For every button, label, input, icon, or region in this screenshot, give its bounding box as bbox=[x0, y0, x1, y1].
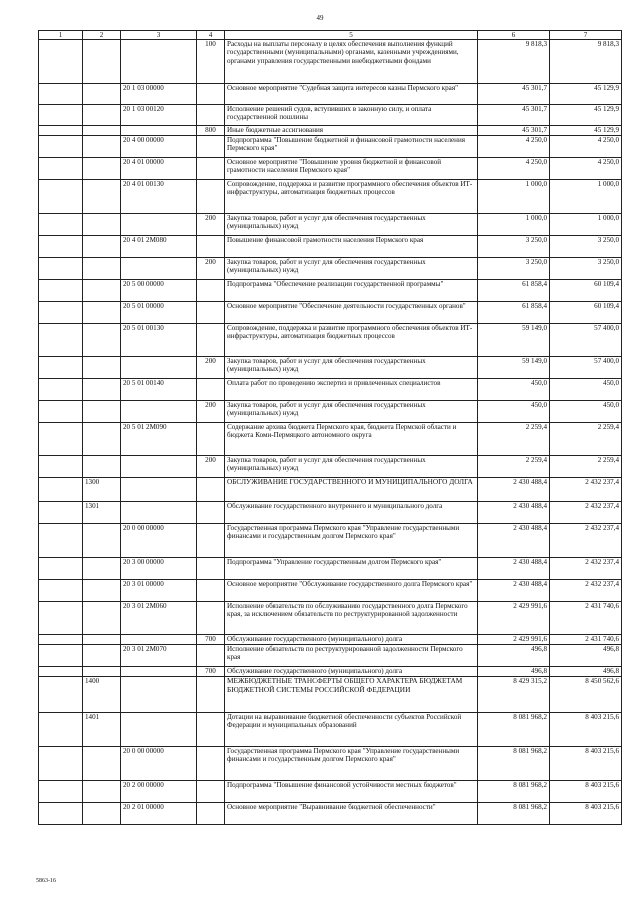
description-cell: Закупка товаров, работ и услуг для обеспечения государственных (муниципальных) нужд bbox=[225, 456, 478, 478]
target-article-code-cell bbox=[121, 357, 197, 379]
target-article-code-cell: 20 2 00 00000 bbox=[121, 781, 197, 803]
expense-type-code-cell bbox=[197, 677, 225, 713]
amount-year-1-cell: 8 081 968,2 bbox=[478, 803, 550, 825]
col-header-2: 2 bbox=[83, 31, 121, 40]
target-article-code-cell: 20 4 01 00000 bbox=[121, 158, 197, 180]
subsection-code-cell bbox=[83, 456, 121, 478]
subsection-code-cell bbox=[83, 635, 121, 645]
target-article-code-cell: 20 4 00 00000 bbox=[121, 136, 197, 158]
table-row bbox=[39, 602, 622, 635]
section-code-cell bbox=[39, 401, 83, 423]
target-article-code-cell: 20 5 00 00000 bbox=[121, 280, 197, 302]
description-cell: Обслуживание государственного (муниципального) долга bbox=[225, 667, 478, 677]
description-cell: Основное мероприятие "Судебная защита интересов казны Пермского края" bbox=[225, 84, 478, 105]
description-cell: Основное мероприятие "Повышение уровня бюджетной и финансовой грамотности населения Пермского края" bbox=[225, 158, 478, 180]
amount-year-1-cell: 2 259,4 bbox=[478, 456, 550, 478]
target-article-code-cell bbox=[121, 258, 197, 280]
amount-year-1-cell: 2 259,4 bbox=[478, 423, 550, 456]
subsection-code-cell bbox=[83, 84, 121, 105]
target-article-code-cell: 20 4 01 00130 bbox=[121, 180, 197, 214]
expense-type-code-cell: 800 bbox=[197, 126, 225, 136]
subsection-code-cell bbox=[83, 379, 121, 401]
amount-year-2-cell: 450,0 bbox=[550, 379, 622, 401]
description-cell: Обслуживание государственного (муниципального) долга bbox=[225, 635, 478, 645]
section-code-cell bbox=[39, 667, 83, 677]
subsection-code-cell bbox=[83, 126, 121, 136]
description-cell: Закупка товаров, работ и услуг для обеспечения государственных (муниципальных) нужд bbox=[225, 401, 478, 423]
amount-year-2-cell: 4 250,0 bbox=[550, 136, 622, 158]
target-article-code-cell bbox=[121, 40, 197, 84]
amount-year-1-cell: 450,0 bbox=[478, 379, 550, 401]
amount-year-2-cell: 1 000,0 bbox=[550, 214, 622, 236]
table-row bbox=[39, 524, 622, 558]
amount-year-1-cell: 2 429 991,6 bbox=[478, 635, 550, 645]
expense-type-code-cell: 200 bbox=[197, 214, 225, 236]
subsection-code-cell bbox=[83, 236, 121, 258]
description-cell: Иные бюджетные ассигнования bbox=[225, 126, 478, 136]
amount-year-2-cell: 450,0 bbox=[550, 401, 622, 423]
section-code-cell bbox=[39, 781, 83, 803]
table-row bbox=[39, 258, 622, 280]
subsection-code-cell: 1301 bbox=[83, 502, 121, 524]
description-cell: Основное мероприятие "Выравнивание бюджетной обеспеченности" bbox=[225, 803, 478, 825]
expense-type-code-cell: 700 bbox=[197, 635, 225, 645]
amount-year-1-cell: 61 858,4 bbox=[478, 302, 550, 324]
description-cell: Подпрограмма "Управление государственным долгом Пермского края" bbox=[225, 558, 478, 580]
amount-year-2-cell: 9 818,3 bbox=[550, 40, 622, 84]
description-cell: Основное мероприятие "Обеспечение деятельности государственных органов" bbox=[225, 302, 478, 324]
expense-type-code-cell bbox=[197, 478, 225, 502]
col-header-4: 4 bbox=[197, 31, 225, 40]
section-code-cell bbox=[39, 379, 83, 401]
target-article-code-cell: 20 1 03 00000 bbox=[121, 84, 197, 105]
description-cell: Исполнение решений судов, вступивших в законную силу, и оплата государственной пошлины bbox=[225, 105, 478, 126]
description-cell: Расходы на выплаты персоналу в целях обеспечения выполнения функций государственными (муниципальными) органами, казенными учреждениями, органами управления государственными внебюджетными фондами bbox=[225, 40, 478, 84]
target-article-code-cell: 20 2 01 00000 bbox=[121, 803, 197, 825]
amount-year-2-cell: 4 250,0 bbox=[550, 158, 622, 180]
table-row bbox=[39, 558, 622, 580]
amount-year-1-cell: 8 081 968,2 bbox=[478, 747, 550, 781]
budget-table bbox=[38, 30, 622, 825]
amount-year-2-cell: 2 259,4 bbox=[550, 423, 622, 456]
section-code-cell bbox=[39, 580, 83, 602]
section-code-cell bbox=[39, 136, 83, 158]
description-cell: Содержание архива бюджета Пермского края, бюджета Пермской области и бюджета Коми-Пермяцкого автономного округа bbox=[225, 423, 478, 456]
amount-year-2-cell: 2 431 740,6 bbox=[550, 635, 622, 645]
subsection-code-cell bbox=[83, 105, 121, 126]
table-row bbox=[39, 379, 622, 401]
expense-type-code-cell bbox=[197, 423, 225, 456]
section-code-cell bbox=[39, 180, 83, 214]
table-row bbox=[39, 677, 622, 713]
table-row bbox=[39, 502, 622, 524]
expense-type-code-cell bbox=[197, 781, 225, 803]
amount-year-2-cell: 2 432 237,4 bbox=[550, 558, 622, 580]
subsection-code-cell bbox=[83, 781, 121, 803]
target-article-code-cell bbox=[121, 214, 197, 236]
expense-type-code-cell bbox=[197, 158, 225, 180]
subsection-code-cell bbox=[83, 180, 121, 214]
amount-year-1-cell: 3 250,0 bbox=[478, 236, 550, 258]
amount-year-1-cell: 2 430 488,4 bbox=[478, 478, 550, 502]
amount-year-1-cell: 1 000,0 bbox=[478, 180, 550, 214]
subsection-code-cell bbox=[83, 136, 121, 158]
subsection-code-cell: 1401 bbox=[83, 713, 121, 747]
amount-year-1-cell: 2 429 991,6 bbox=[478, 602, 550, 635]
table-row bbox=[39, 84, 622, 105]
amount-year-2-cell: 60 109,4 bbox=[550, 302, 622, 324]
target-article-code-cell bbox=[121, 677, 197, 713]
amount-year-2-cell: 3 250,0 bbox=[550, 236, 622, 258]
footer-code: 5863-16 bbox=[36, 878, 56, 884]
description-cell: Подпрограмма "Обеспечение реализации государственной программы" bbox=[225, 280, 478, 302]
table-row bbox=[39, 357, 622, 379]
section-code-cell bbox=[39, 158, 83, 180]
amount-year-2-cell: 45 129,9 bbox=[550, 105, 622, 126]
amount-year-2-cell: 2 432 237,4 bbox=[550, 502, 622, 524]
subsection-code-cell bbox=[83, 302, 121, 324]
table-row bbox=[39, 214, 622, 236]
subsection-code-cell bbox=[83, 645, 121, 667]
expense-type-code-cell: 200 bbox=[197, 401, 225, 423]
section-code-cell bbox=[39, 645, 83, 667]
section-code-cell bbox=[39, 456, 83, 478]
amount-year-1-cell: 496,8 bbox=[478, 645, 550, 667]
target-article-code-cell: 20 5 01 00140 bbox=[121, 379, 197, 401]
expense-type-code-cell bbox=[197, 602, 225, 635]
description-cell: Государственная программа Пермского края "Управление государственными финансами и государственным долгом Пермского края" bbox=[225, 747, 478, 781]
table-row bbox=[39, 667, 622, 677]
description-cell: Исполнение обязательств по обслуживанию государственного долга Пермского края, за исключением обязательств по реструктурированной задолженности bbox=[225, 602, 478, 635]
description-cell: Государственная программа Пермского края "Управление государственными финансами и государственным долгом Пермского края" bbox=[225, 524, 478, 558]
target-article-code-cell: 20 3 00 00000 bbox=[121, 558, 197, 580]
page-number: 49 bbox=[316, 14, 324, 22]
target-article-code-cell: 20 5 01 00130 bbox=[121, 324, 197, 357]
target-article-code-cell bbox=[121, 478, 197, 502]
amount-year-2-cell: 2 259,4 bbox=[550, 456, 622, 478]
amount-year-1-cell: 59 149,0 bbox=[478, 324, 550, 357]
description-cell: Обслуживание государственного внутреннего и муниципального долга bbox=[225, 502, 478, 524]
section-code-cell bbox=[39, 502, 83, 524]
amount-year-2-cell: 496,8 bbox=[550, 645, 622, 667]
amount-year-2-cell: 57 400,0 bbox=[550, 324, 622, 357]
amount-year-2-cell: 496,8 bbox=[550, 667, 622, 677]
amount-year-2-cell: 57 400,0 bbox=[550, 357, 622, 379]
table-row bbox=[39, 781, 622, 803]
subsection-code-cell: 1300 bbox=[83, 478, 121, 502]
subsection-code-cell bbox=[83, 580, 121, 602]
amount-year-1-cell: 45 301,7 bbox=[478, 105, 550, 126]
target-article-code-cell bbox=[121, 456, 197, 478]
amount-year-1-cell: 4 250,0 bbox=[478, 158, 550, 180]
amount-year-1-cell: 2 430 488,4 bbox=[478, 580, 550, 602]
expense-type-code-cell bbox=[197, 379, 225, 401]
description-cell: Исполнение обязательств по реструктурированной задолженности Пермского края bbox=[225, 645, 478, 667]
subsection-code-cell bbox=[83, 667, 121, 677]
target-article-code-cell: 20 3 01 2М060 bbox=[121, 602, 197, 635]
section-code-cell bbox=[39, 258, 83, 280]
description-cell: Оплата работ по проведению экспертиз и привлеченных специалистов bbox=[225, 379, 478, 401]
amount-year-2-cell: 45 129,9 bbox=[550, 84, 622, 105]
target-article-code-cell: 20 0 00 00000 bbox=[121, 747, 197, 781]
col-header-1: 1 bbox=[39, 31, 83, 40]
subsection-code-cell bbox=[83, 214, 121, 236]
amount-year-1-cell: 4 250,0 bbox=[478, 136, 550, 158]
description-cell: Закупка товаров, работ и услуг для обеспечения государственных (муниципальных) нужд bbox=[225, 258, 478, 280]
expense-type-code-cell bbox=[197, 280, 225, 302]
col-header-6: 6 bbox=[478, 31, 550, 40]
amount-year-2-cell: 8 403 215,6 bbox=[550, 803, 622, 825]
table-row bbox=[39, 645, 622, 667]
amount-year-2-cell: 60 109,4 bbox=[550, 280, 622, 302]
section-code-cell bbox=[39, 105, 83, 126]
section-code-cell bbox=[39, 324, 83, 357]
section-code-cell bbox=[39, 84, 83, 105]
subsection-code-cell bbox=[83, 357, 121, 379]
amount-year-2-cell: 8 403 215,6 bbox=[550, 713, 622, 747]
table-row bbox=[39, 635, 622, 645]
amount-year-2-cell: 2 431 740,6 bbox=[550, 602, 622, 635]
expense-type-code-cell bbox=[197, 524, 225, 558]
section-code-cell bbox=[39, 677, 83, 713]
expense-type-code-cell bbox=[197, 236, 225, 258]
amount-year-2-cell: 8 403 215,6 bbox=[550, 781, 622, 803]
description-cell: Подпрограмма "Повышение финансовой устойчивости местных бюджетов" bbox=[225, 781, 478, 803]
amount-year-1-cell: 8 081 968,2 bbox=[478, 713, 550, 747]
amount-year-2-cell: 1 000,0 bbox=[550, 180, 622, 214]
section-code-cell bbox=[39, 302, 83, 324]
table-row bbox=[39, 713, 622, 747]
amount-year-1-cell: 496,8 bbox=[478, 667, 550, 677]
target-article-code-cell bbox=[121, 635, 197, 645]
subsection-code-cell bbox=[83, 803, 121, 825]
amount-year-2-cell: 45 129,9 bbox=[550, 126, 622, 136]
section-code-cell bbox=[39, 635, 83, 645]
description-cell: Подпрограмма "Повышение бюджетной и финансовой грамотности населения Пермского края" bbox=[225, 136, 478, 158]
subsection-code-cell bbox=[83, 524, 121, 558]
expense-type-code-cell: 200 bbox=[197, 357, 225, 379]
amount-year-1-cell: 9 818,3 bbox=[478, 40, 550, 84]
expense-type-code-cell: 700 bbox=[197, 667, 225, 677]
subsection-code-cell bbox=[83, 602, 121, 635]
expense-type-code-cell bbox=[197, 105, 225, 126]
expense-type-code-cell: 100 bbox=[197, 40, 225, 84]
description-cell: ОБСЛУЖИВАНИЕ ГОСУДАРСТВЕННОГО И МУНИЦИПАЛЬНОГО ДОЛГА bbox=[225, 478, 478, 502]
amount-year-1-cell: 3 250,0 bbox=[478, 258, 550, 280]
section-code-cell bbox=[39, 236, 83, 258]
amount-year-2-cell: 2 432 237,4 bbox=[550, 580, 622, 602]
section-code-cell bbox=[39, 803, 83, 825]
expense-type-code-cell bbox=[197, 580, 225, 602]
target-article-code-cell: 20 4 01 2М080 bbox=[121, 236, 197, 258]
expense-type-code-cell bbox=[197, 747, 225, 781]
table-row bbox=[39, 423, 622, 456]
expense-type-code-cell bbox=[197, 324, 225, 357]
table-row bbox=[39, 478, 622, 502]
section-code-cell bbox=[39, 713, 83, 747]
description-cell: Закупка товаров, работ и услуг для обеспечения государственных (муниципальных) нужд bbox=[225, 357, 478, 379]
table-row bbox=[39, 280, 622, 302]
subsection-code-cell bbox=[83, 258, 121, 280]
subsection-code-cell bbox=[83, 423, 121, 456]
amount-year-1-cell: 2 430 488,4 bbox=[478, 502, 550, 524]
target-article-code-cell: 20 3 01 00000 bbox=[121, 580, 197, 602]
table-row bbox=[39, 105, 622, 126]
table-row bbox=[39, 803, 622, 825]
table-row bbox=[39, 158, 622, 180]
amount-year-1-cell: 59 149,0 bbox=[478, 357, 550, 379]
section-code-cell bbox=[39, 478, 83, 502]
target-article-code-cell: 20 3 01 2М070 bbox=[121, 645, 197, 667]
description-cell: МЕЖБЮДЖЕТНЫЕ ТРАНСФЕРТЫ ОБЩЕГО ХАРАКТЕРА БЮДЖЕТАМ БЮДЖЕТНОЙ СИСТЕМЫ РОССИЙСКОЙ ФЕДЕРАЦИИ bbox=[225, 677, 478, 713]
subsection-code-cell bbox=[83, 747, 121, 781]
expense-type-code-cell: 200 bbox=[197, 456, 225, 478]
table-row bbox=[39, 40, 622, 84]
amount-year-2-cell: 2 432 237,4 bbox=[550, 478, 622, 502]
table-row bbox=[39, 747, 622, 781]
description-cell: Дотации на выравнивание бюджетной обеспеченности субъектов Российской Федерации и муниципальных образований bbox=[225, 713, 478, 747]
expense-type-code-cell bbox=[197, 180, 225, 214]
section-code-cell bbox=[39, 524, 83, 558]
description-cell: Основное мероприятие "Обслуживание государственного долга Пермского края" bbox=[225, 580, 478, 602]
section-code-cell bbox=[39, 558, 83, 580]
target-article-code-cell: 20 1 03 00120 bbox=[121, 105, 197, 126]
section-code-cell bbox=[39, 126, 83, 136]
target-article-code-cell bbox=[121, 401, 197, 423]
subsection-code-cell bbox=[83, 324, 121, 357]
expense-type-code-cell bbox=[197, 502, 225, 524]
table-row bbox=[39, 236, 622, 258]
amount-year-2-cell: 3 250,0 bbox=[550, 258, 622, 280]
table-row bbox=[39, 580, 622, 602]
amount-year-2-cell: 2 432 237,4 bbox=[550, 524, 622, 558]
subsection-code-cell: 1400 bbox=[83, 677, 121, 713]
section-code-cell bbox=[39, 214, 83, 236]
table-row bbox=[39, 126, 622, 136]
description-cell: Сопровождение, поддержка и развитие программного обеспечения объектов ИТ-инфраструктуры, автоматизация бюджетных процессов bbox=[225, 180, 478, 214]
table-row bbox=[39, 136, 622, 158]
description-cell: Повышение финансовой грамотности населения Пермского края bbox=[225, 236, 478, 258]
target-article-code-cell: 20 0 00 00000 bbox=[121, 524, 197, 558]
table-row bbox=[39, 302, 622, 324]
amount-year-1-cell: 8 081 968,2 bbox=[478, 781, 550, 803]
table-row bbox=[39, 456, 622, 478]
expense-type-code-cell bbox=[197, 803, 225, 825]
target-article-code-cell: 20 5 01 00000 bbox=[121, 302, 197, 324]
target-article-code-cell bbox=[121, 713, 197, 747]
subsection-code-cell bbox=[83, 158, 121, 180]
section-code-cell bbox=[39, 40, 83, 84]
amount-year-2-cell: 8 450 562,6 bbox=[550, 677, 622, 713]
target-article-code-cell: 20 5 01 2М090 bbox=[121, 423, 197, 456]
expense-type-code-cell bbox=[197, 558, 225, 580]
amount-year-1-cell: 61 858,4 bbox=[478, 280, 550, 302]
amount-year-1-cell: 2 430 488,4 bbox=[478, 524, 550, 558]
section-code-cell bbox=[39, 357, 83, 379]
target-article-code-cell bbox=[121, 667, 197, 677]
expense-type-code-cell bbox=[197, 84, 225, 105]
section-code-cell bbox=[39, 747, 83, 781]
section-code-cell bbox=[39, 602, 83, 635]
target-article-code-cell bbox=[121, 502, 197, 524]
amount-year-1-cell: 450,0 bbox=[478, 401, 550, 423]
amount-year-1-cell: 2 430 488,4 bbox=[478, 558, 550, 580]
amount-year-1-cell: 45 301,7 bbox=[478, 126, 550, 136]
subsection-code-cell bbox=[83, 40, 121, 84]
expense-type-code-cell bbox=[197, 645, 225, 667]
amount-year-1-cell: 45 301,7 bbox=[478, 84, 550, 105]
subsection-code-cell bbox=[83, 280, 121, 302]
amount-year-1-cell: 8 429 315,2 bbox=[478, 677, 550, 713]
expense-type-code-cell: 200 bbox=[197, 258, 225, 280]
expense-type-code-cell bbox=[197, 713, 225, 747]
subsection-code-cell bbox=[83, 558, 121, 580]
col-header-7: 7 bbox=[550, 31, 622, 40]
amount-year-2-cell: 8 403 215,6 bbox=[550, 747, 622, 781]
target-article-code-cell bbox=[121, 126, 197, 136]
section-code-cell bbox=[39, 280, 83, 302]
section-code-cell bbox=[39, 423, 83, 456]
table-row bbox=[39, 401, 622, 423]
amount-year-1-cell: 1 000,0 bbox=[478, 214, 550, 236]
description-cell: Сопровождение, поддержка и развитие программного обеспечения объектов ИТ-инфраструктуры, автоматизация бюджетных процессов bbox=[225, 324, 478, 357]
table-row bbox=[39, 180, 622, 214]
table-row bbox=[39, 324, 622, 357]
col-header-5: 5 bbox=[225, 31, 478, 40]
header-row bbox=[39, 31, 622, 40]
expense-type-code-cell bbox=[197, 136, 225, 158]
subsection-code-cell bbox=[83, 401, 121, 423]
expense-type-code-cell bbox=[197, 302, 225, 324]
col-header-3: 3 bbox=[121, 31, 197, 40]
description-cell: Закупка товаров, работ и услуг для обеспечения государственных (муниципальных) нужд bbox=[225, 214, 478, 236]
